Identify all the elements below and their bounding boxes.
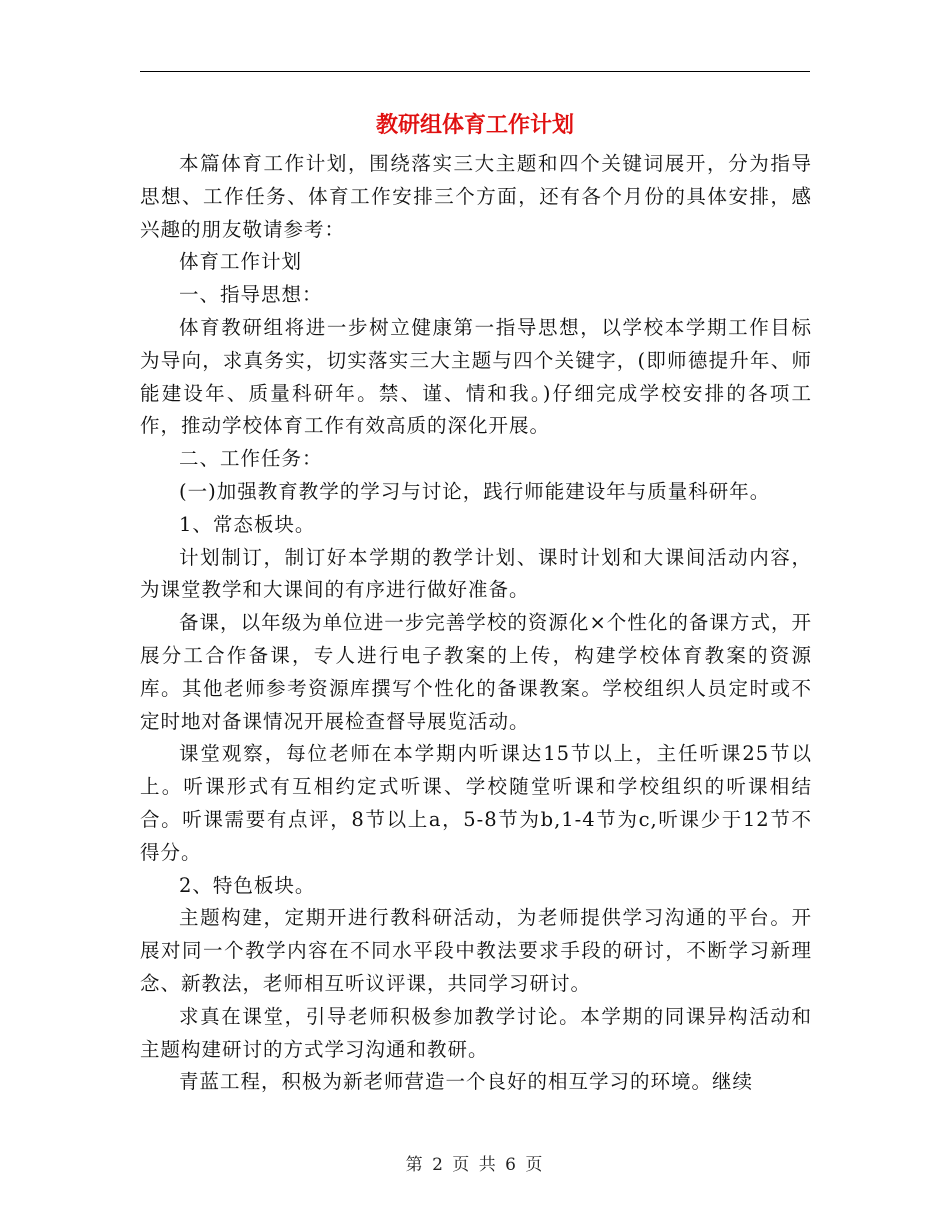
paragraph-classroom-truth: 求真在课堂，引导老师积极参加教学讨论。本学期的同课异构活动和主题构建研讨的方式学习沟通和教研。	[140, 1004, 812, 1061]
paragraph-plan-making: 计划制订，制订好本学期的教学计划、课时计划和大课间活动内容，为课堂教学和大课间的有序进行做好准备。	[140, 545, 812, 602]
paragraph-intro: 本篇体育工作计划，围绕落实三大主题和四个关键词展开，分为指导思想、工作任务、体育工作安排三个方面，还有各个月份的具体安排，感兴趣的朋友敬请参考：	[140, 152, 812, 241]
paragraph-qinglan-project: 青蓝工程，积极为新老师营造一个良好的相互学习的环境。继续	[179, 1070, 754, 1094]
paragraph-guiding-ideology: 体育教研组将进一步树立健康第一指导思想，以学校本学期工作目标为导向，求真务实，切实落实三大主题与四个关键字，(即师德提升年、师能建设年、质量科研年。禁、谨、情和我。)仔细完成学校安排的各项工作，推动学校体育工作有效高质的深化开展。	[140, 315, 812, 438]
section-heading-work-tasks: 二、工作任务：	[179, 447, 323, 471]
paragraph-theme-construction: 主题构建，定期开进行教科研活动，为老师提供学习沟通的平台。开展对同一个教学内容在不同水平段中教法要求手段的研讨，不断学习新理念、新教法，老师相互听议评课，共同学习研讨。	[140, 906, 812, 995]
paragraph-subtitle: 体育工作计划	[179, 250, 303, 274]
paragraph-class-observation: 课堂观察，每位老师在本学期内听课达15节以上，主任听课25节以上。听课形式有互相约定式听课、学校随堂听课和学校组织的听课相结合。听课需要有点评，8节以上a，5-8节为b,1-4节为c,听课少于12节不得分。	[140, 742, 812, 864]
document-body	[140, 148, 812, 1099]
header-rule	[140, 71, 810, 72]
item-heading-routine-block: 1、常态板块。	[179, 512, 316, 536]
subsection-heading-1: (一)加强教育教学的学习与讨论，践行师能建设年与质量科研年。	[179, 479, 771, 503]
page-number-footer: 第 2 页 共 6 页	[405, 1155, 545, 1175]
paragraph-lesson-preparation: 备课，以年级为单位进一步完善学校的资源化×个性化的备课方式，开展分工合作备课，专人进行电子教案的上传，构建学校体育教案的资源库。其他老师参考资源库撰写个性化的备课教案。学校组织人员定时或不定时地对备课情况开展检查督导展览活动。	[140, 611, 812, 733]
section-heading-guiding-ideology: 一、指导思想：	[179, 283, 323, 307]
item-heading-featured-block: 2、特色板块。	[179, 873, 316, 897]
page-title: 教研组体育工作计划	[375, 112, 574, 138]
